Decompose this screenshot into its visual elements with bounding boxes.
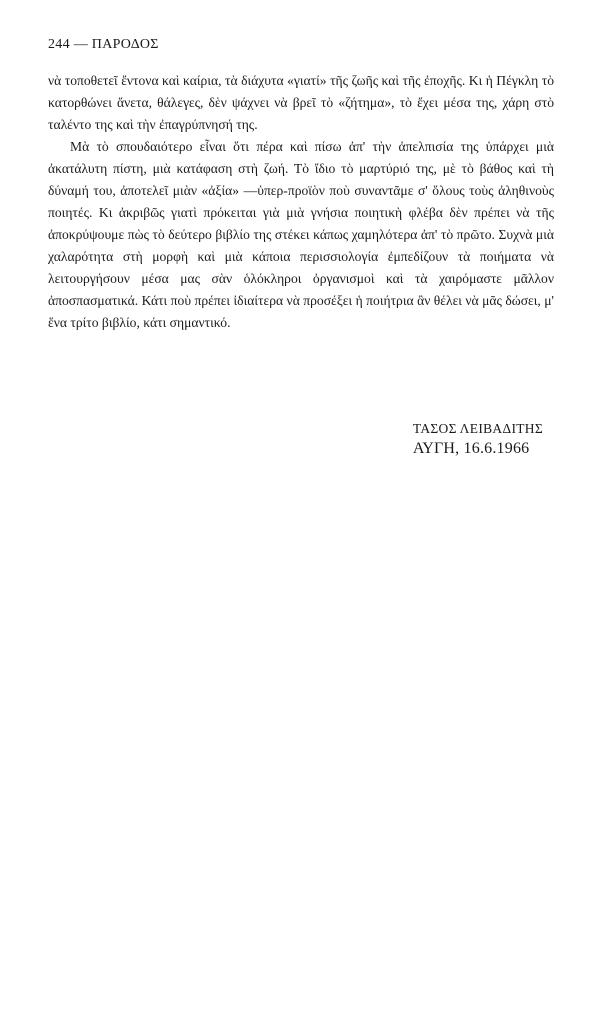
paragraph-continuation: νὰ τοποθετεῖ ἔντονα καὶ καίρια, τὰ διάχυτα «γιατί» τῆς ζωῆς καὶ τῆς ἐποχῆς. Κι ἡ Πέγκλη τὸ κατορθώνει ἄνετα, θάλεγες, δὲν ψάχνει νὰ βρεῖ τὸ «ζήτημα», τὸ ἔχει μέσα της, χάρη στὸ ταλέντο της καὶ τὴν ἐπαγρύπνησή της.	[48, 73, 554, 132]
paragraph-main: Μὰ τὸ σπουδαιότερο εἶναι ὅτι πέρα καὶ πίσω ἀπ' τὴν ἀπελπισία της ὑπάρχει μιὰ ἀκατάλυτη πίστη, μιὰ κατάφαση στὴ ζωή. Τὸ ἴδιο τὸ μαρτύριό της, μὲ τὸ βάθος καὶ τὴ δύναμή του, ἀποτελεῖ μιὰν «ἀξία» —ὑπερ-προϊὸν ποὺ συναντᾶμε σ' ὅλους τοὺς ἀληθινοὺς ποιητές. Κι ἀκριβῶς γιατὶ πρόκειται γιὰ μιὰ γνήσια ποιητικὴ φλέβα δὲν πρέπει νὰ τῆς ἀποκρύψουμε πὼς τὸ δεύτερο βιβλίο της στέκει κάπως χαμηλότερα ἀπ' τὸ πρῶτο. Συχνὰ μιὰ χαλαρότητα στὴ μορφὴ καὶ μιὰ κάποια περισσιολογία ἐμπεδίζουν τὰ ποιήματα νὰ λειτουργήσουν μέσα μας σὰν ὁλόκληροι ὀργανισμοὶ καὶ τὰ χαιρόμαστε μᾶλλον ἀποσπασματικά. Κάτι ποὺ πρέπει ἰδιαίτερα νὰ προσέξει ἡ ποιήτρια ἂν θέλει νὰ μᾶς δώσει, μ' ἕνα τρίτο βιβλίο, κάτι σημαντικό.	[48, 139, 554, 330]
author-name: ΤΑΣΟΣ ΛΕΙΒΑΔΙΤΗΣ	[412, 421, 543, 436]
publication-source-date: ΑΥΓΗ, 16.6.1966	[412, 440, 530, 457]
running-head: 244 — ΠΑΡΟΔΟΣ	[48, 37, 159, 52]
signature-block	[398, 420, 543, 460]
article-body	[48, 70, 554, 334]
